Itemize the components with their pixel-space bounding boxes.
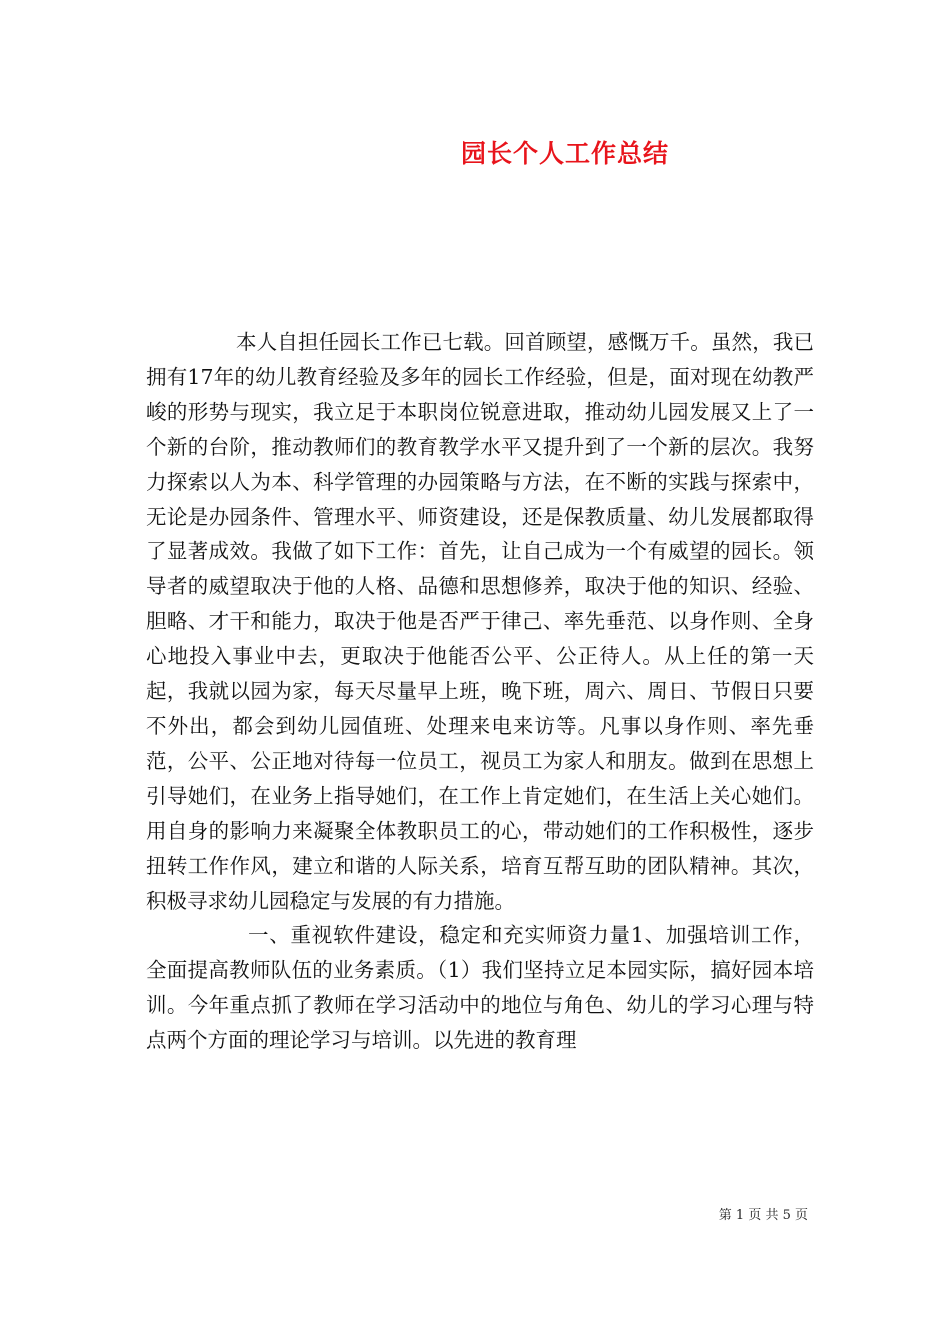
paragraph-2: 一、重视软件建设，稳定和充实师资力量1、加强培训工作，全面提高教师队伍的业务素质。（1）我们坚持立足本园实际，搞好园本培训。今年重点抓了教师在学习活动中的地位与角色、幼儿的学习心理与特点两个方面的理论学习与培训。以先进的教育理 bbox=[146, 923, 814, 1053]
document-title: 园长个人工作总结 bbox=[460, 139, 669, 168]
paragraph-1: 本人自担任园长工作已七载。回首顾望，感慨万千。虽然，我已拥有17年的幼儿教育经验及多年的园长工作经验，但是，面对现在幼教严峻的形势与现实，我立足于本职岗位锐意进取，推动幼儿园发展又上了一个新的台阶，推动教师们的教育教学水平又提升到了一个新的层次。我努力探索以人为本、科学管理的办园策略与方法，在不断的实践与探索中，无论是办园条件、管理水平、师资建设，还是保教质量、幼儿发展都取得了显著成效。我做了如下工作：首先，让自己成为一个有威望的园长。领导者的威望取决于他的人格、品德和思想修养，取决于他的知识、经验、胆略、才干和能力，取决于他是否严于律己、率先垂范、以身作则、全身心地投入事业中去，更取决于他能否公平、公正待人。从上任的第一天起，我就以园为家，每天尽量早上班，晚下班，周六、周日、节假日只要不外出，都会到幼儿园值班、处理来电来访等。凡事以身作则、率先垂范，公平、公正地对待每一位员工，视员工为家人和朋友。做到在思想上引导她们，在业务上指导她们，在工作上肯定她们，在生活上关心她们。用自身的影响力来凝聚全体教职员工的心，带动她们的工作积极性，逐步扭转工作作风，建立和谐的人际关系，培育互帮互助的团队精神。其次，积极寻求幼儿园稳定与发展的有力措施。 bbox=[146, 330, 814, 913]
page-number-footer: 第 1 页 共 5 页 bbox=[718, 1208, 808, 1223]
document-body bbox=[146, 325, 814, 1058]
